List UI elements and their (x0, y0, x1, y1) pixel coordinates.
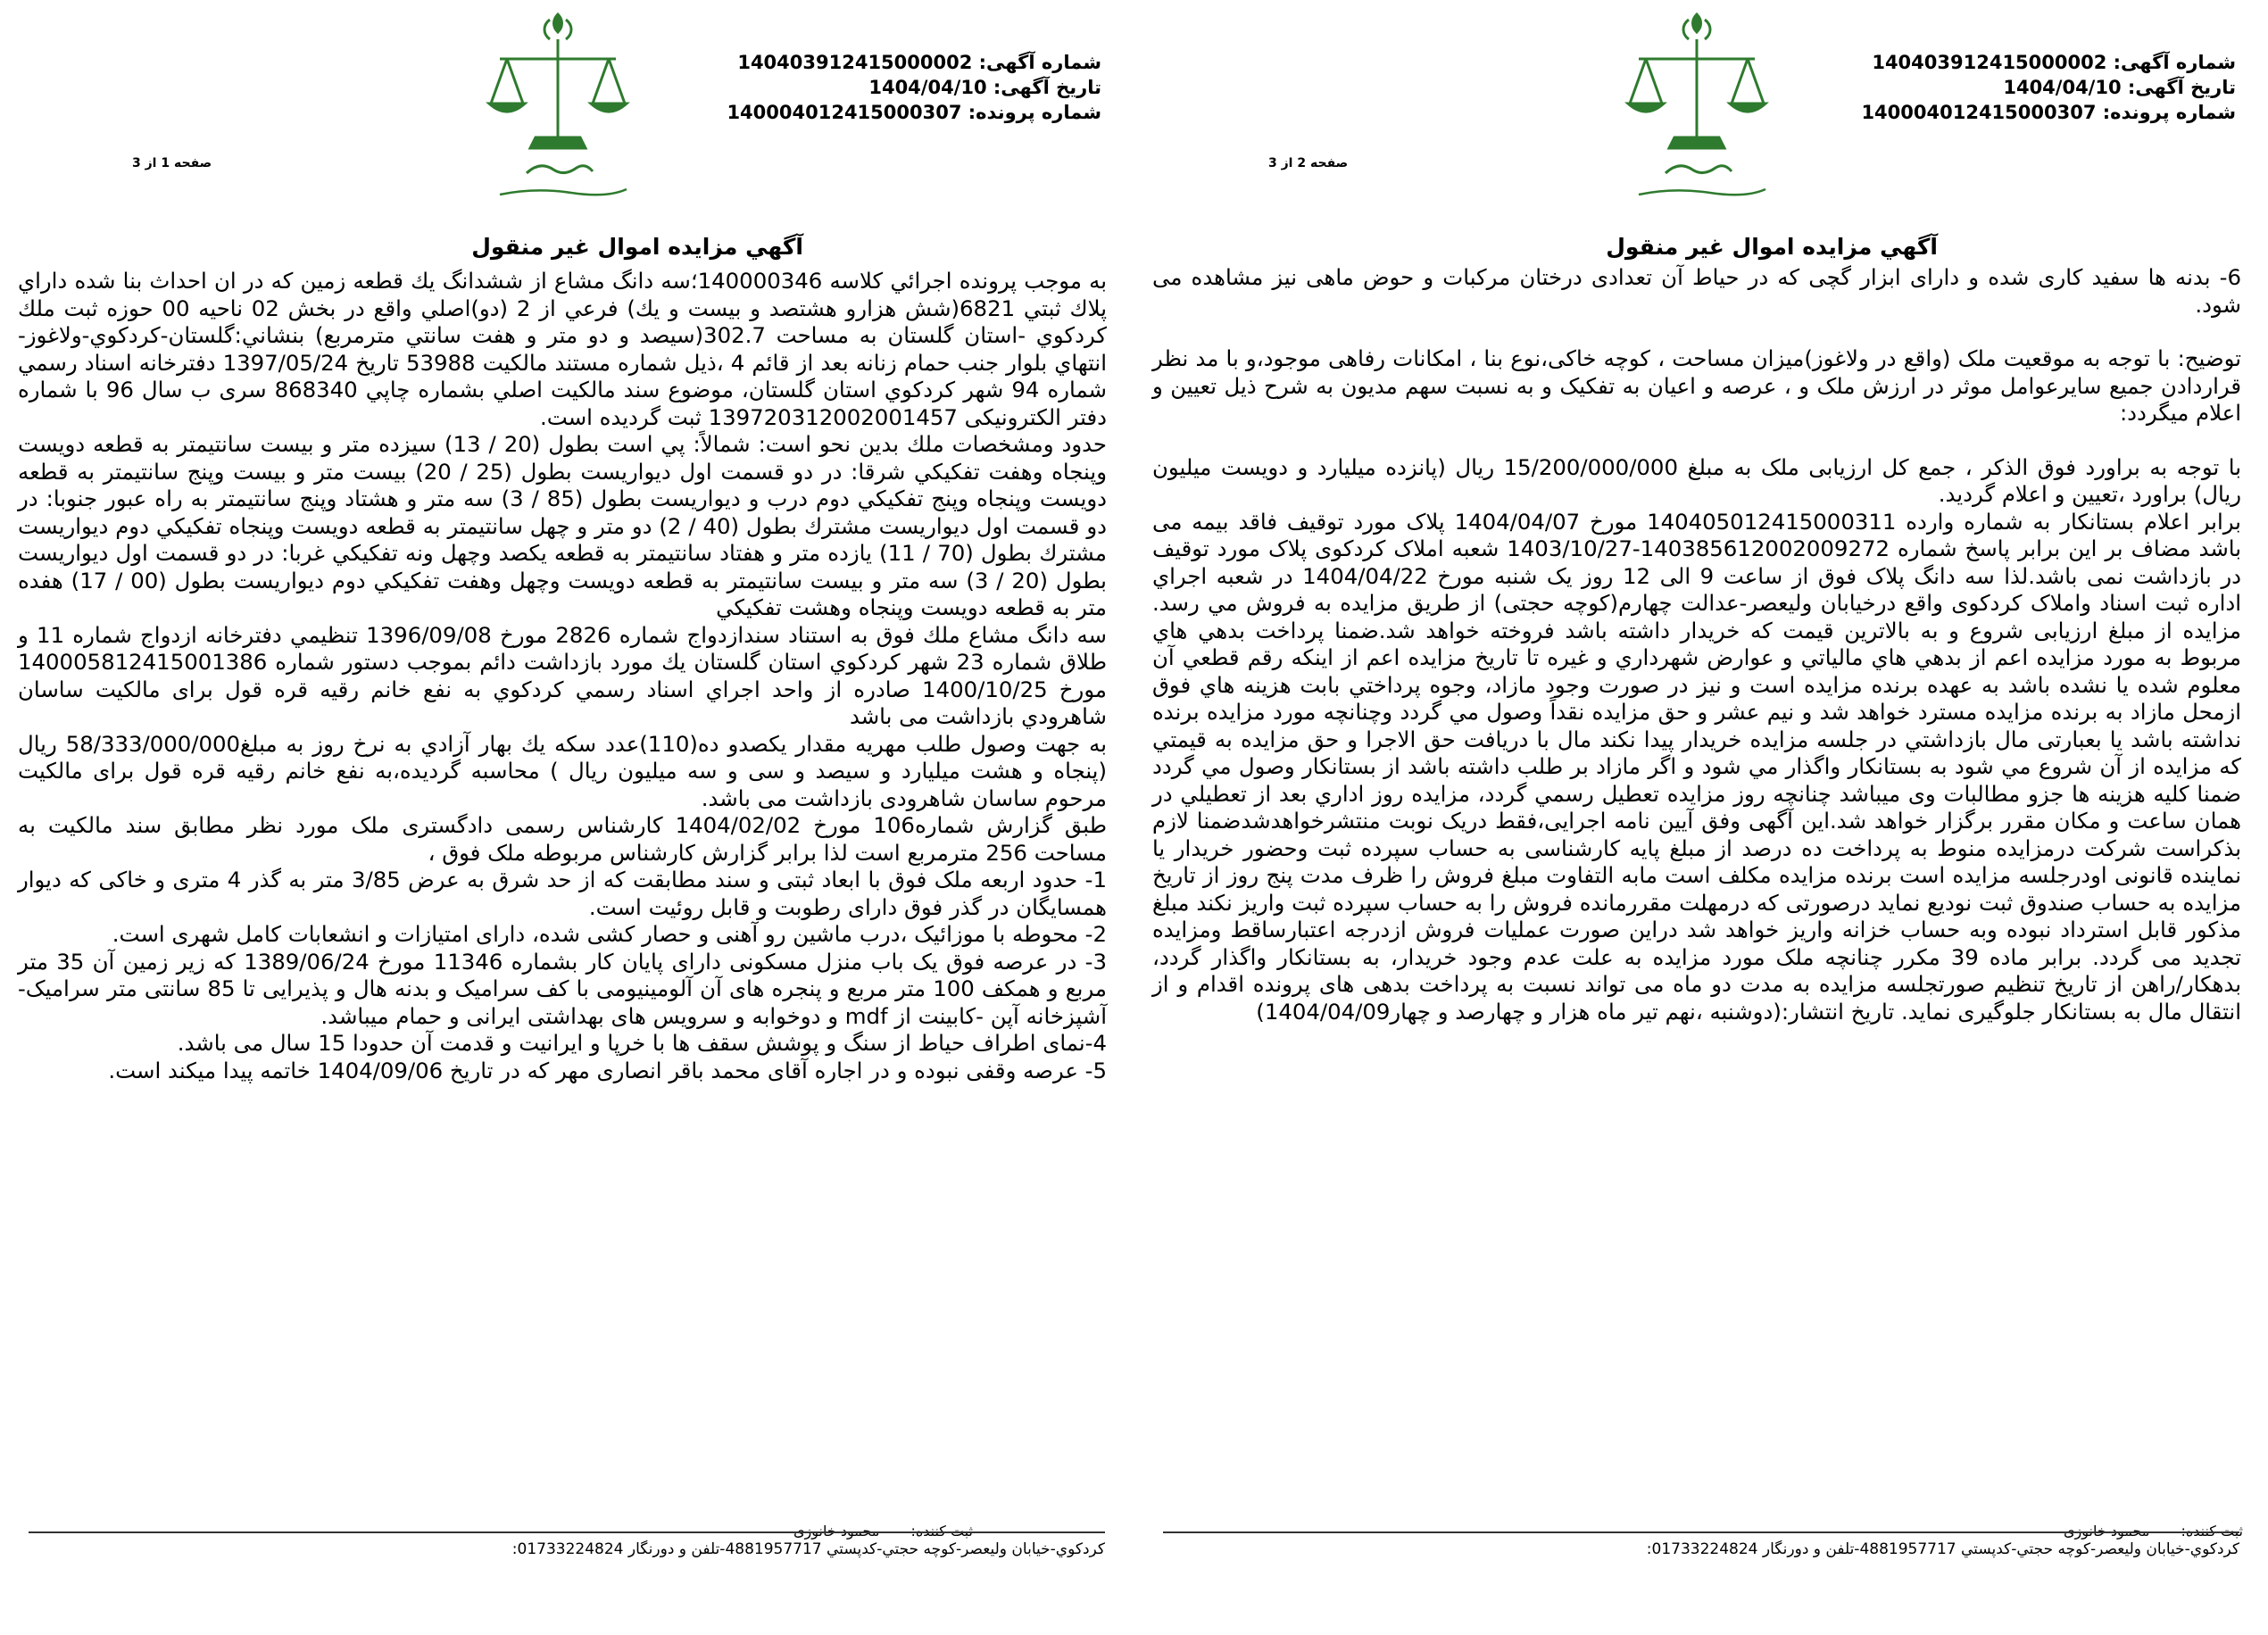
page-number: صفحه 2 از 3 (1268, 156, 1349, 170)
body-paragraph: 6- بدنه ها سفيد كاری شده و دارای ابزار گچی كه در حياط آن تعدادی درختان مركبات و حوض ماهی نيز مشاهده می شود. (1152, 264, 2241, 318)
body-paragraph: طبق گزارش شماره106 مورخ 1404/02/02 كارشناس رسمی دادگستری ملک مورد نظر مطابق سند مالكيت به مساحت 256 مترمربع است لذا برابر گزارش كارشناس مربوطه ملک فوق ، (18, 812, 1107, 866)
case-number: شماره پرونده: 140004012415000307 (1861, 102, 2236, 123)
judiciary-emblem-logo (464, 4, 652, 209)
notice-number: شماره آگهی: 140403912415000002 (737, 52, 1101, 73)
body-paragraph: به جهت وصول طلب مهريه مقدار يكصدو ده(110)عدد سكه يك بهار آزادي به نرخ روز به مبلغ58/333/000/000 ريال (پنجاه و هشت ميليارد و سيصد و سی و سه ميليون ريال ) محاسبه گرديده،به نفع خانم رقيه قره قول برای مالكيت مرحوم ساسان شاهرودی بازداشت می باشد. (18, 730, 1107, 811)
recorder-label: ثبت كننده: (910, 1523, 973, 1540)
body-paragraph: 2- محوطه با موزائيک ،درب ماشين رو آهنی و حصار كشی شده، دارای امتيازات و انشعابات كامل شهری است. (112, 921, 1107, 947)
footer-address: كردكوي-خيابان وليعصر-كوچه حجتي-كدپستي 4881957717-تلفن و دورنگار 01733224824: (1163, 1531, 2239, 1558)
recorder-name: محمود خانوزی (2064, 1523, 2150, 1540)
notice-meta (727, 50, 1101, 125)
notice-title: آگهي مزايده اموال غير منقول (471, 234, 803, 260)
body-paragraph: 3- در عرصه فوق يک باب منزل مسكونی دارای پايان كار بشماره 11346 مورخ 1389/06/24 كه زير زمين آن 35 متر مربع و همكف 100 متر مربع و پنجره های آن آلومينيومی با كف سراميک و بدنه هال و پذيرايی تا 85 سانتی متر سراميک-آشپزخانه آپن -كابينت از mdf و دوخوابه و سرويس های بهداشتی ايرانی و حمام ميباشد. (18, 948, 1107, 1029)
notice-meta (1861, 50, 2236, 125)
body-paragraph: سه دانگ مشاع ملك فوق به استناد سندازدواج شماره 2826 مورخ 1396/09/08 تنظيمي دفترخانه ازدواج شماره 11 و طلاق شماره 23 شهر كردكوي استان گلستان يك مورد بازداشت دائم بموجب دستور شماره 140005812415001386 مورخ 1400/10/25 صادره از واحد اجراي اسناد رسمي كردكوي به نفع خانم رقيه قره قول برای مالكيت ساسان شاهرودي بازداشت می باشد (18, 621, 1107, 729)
paragraph-gap (1152, 319, 2241, 345)
body-paragraph: 5- عرصه وقفی نبوده و در اجاره آقای محمد باقر انصاری مهر كه در تاريخ 1404/09/06 خاتمه پيدا ميكند است. (108, 1057, 1107, 1083)
footer-address: كردكوي-خيابان وليعصر-كوچه حجتي-كدپستي 4881957717-تلفن و دورنگار 01733224824: (29, 1531, 1105, 1558)
notice-date: تاریخ آگهی: 1404/04/10 (868, 77, 1101, 98)
notice-title: آگهي مزايده اموال غير منقول (1606, 234, 1938, 260)
notice-page-2 (1134, 0, 2268, 1635)
body-paragraph: 4-نمای اطراف حياط از سنگ و پوشش سقف ها با خرپا و ايرانيت و قدمت آن حدودا 15 سال می باشد. (177, 1030, 1107, 1056)
notice-body (1152, 264, 2241, 1025)
body-paragraph: توضيح: با توجه به موقعيت ملک (واقع در ولاغوز)ميزان مساحت ، كوچه خاكی،نوع بنا ، امكانات رفاهی موجود،و با مد نظر قراردادن جميع سايرعوامل موثر در ارزش ملک و ، عرصه و اعيان به تفكيک و به نسبت سهم مديون به شرح ذيل تعيين و اعلام ميگردد: (1152, 345, 2241, 426)
notice-number: شماره آگهی: 140403912415000002 (1872, 52, 2236, 73)
body-paragraph: به موجب پرونده اجرائي كلاسه 140000346؛سه دانگ مشاع از ششدانگ يك قطعه زمين كه در ان احداث بنا شده داراي پلاك ثبتي 6821(شش هزارو هشتصد و بيست و يك) فرعي از 2 (دو)اصلي واقع در بخش 02 ناحيه 00 حوزه ثبت ملك كردكوي -استان گلستان به مساحت 302.7(سيصد و دو متر و هفت سانتي مترمربع) بنشاني:گلستان-كردكوي-ولاغوز-انتهاي بلوار جنب حمام زنانه بعد از قائم 4 ،ذيل شماره مستند مالكيت 53988 تاريخ 1397/05/24 دفترخانه اسناد رسمي شماره 94 شهر كردكوي استان گلستان، موضوع سند مالكيت اصلي بشماره چاپي 868340 سری ب سال 96 با شماره دفتر الكترونيكی 139720312002001457 ثبت گرديده است. (18, 268, 1108, 430)
body-paragraph: برابر اعلام بستانكار به شماره وارده 140405012415000311 مورخ 1404/04/07 پلاک مورد توقيف فاقد بيمه می باشد مضاف بر اين برابر پاسخ شماره 14038561200200927​2-1403/10/27 شعبه املاک كردكوی پلاک مورد توقيف در بازداشت نمی باشد.لذا سه دانگ پلاک فوق از ساعت 9 الی 12 روز يک شنبه مورخ 1404/04/22 در شعبه اجراي اداره ثبت اسناد واملاک كردكوی واقع درخيابان وليعصر-عدالت چهارم(كوچه حجتی) از طريق مزايده به فروش مي رسد. مزايده از مبلغ ارزيابی شروع و به بالاترين قيمت كه خريدار داشته باشد فروخته خواهد شد.ضمنا پرداخت بدهي هاي مربوط به مورد مزايده اعم از بدهي هاي مالياتي و عوارض شهرداري و غيره تا تاريخ مزايده اعم از اينكه رقم قطعي آن معلوم شده يا نشده باشد به عهده برنده مزايده است و نيز در صورت وجود مازاد، وجوه پرداختي بابت هزينه هاي فوق ازمحل مازاد به برنده مزايده مسترد خواهد شد و نيم عشر و حق مزايده نقداً وصول مي گردد وچنانچه مورد مزايده برنده نداشته باشد يا بعبارتی مال بازداشتي در جلسه مزايده خريدار پيدا نكند مال با دريافت حق الاجرا و حق مزايده به قيمتي كه مزايده از آن شروع مي شود به بستانكار واگذار مي شود و اگر مازاد بر طلب داشته باشد از بستانكار وصول مي گردد ضمنا كليه هزينه ها جزو مطالبات وی ميباشد چنانچه روز مزايده تعطيل رسمي گردد، مزايده روز اداري بعد از تعطيلي در همان ساعت و مكان مقرر برگزار خواهد شد.اين آگهی وفق آيين نامه اجرايی،فقط دريک نوبت منتشرخواهدشدضمنا لازم بذكراست شركت درمزايده منوط به پرداخت ده درصد از مبلغ پايه كارشناسی به حساب سپرده ثبت وحضور خريدار يا نماينده قانونی اودرجلسه مزايده است برنده مزايده مكلف است مابه التفاوت مبلغ فروش را ظرف مدت پنج روز از تاريخ مزايده به حساب صندوق ثبت نوديع نمايد درصورتی كه درمهلت مقررمانده فروش را به حساب سپرده ثبت واريز نكند مبلغ مذكور قابل استرداد نبوده وبه حساب خزانه واريز خواهد شد دراين صورت عمليات فروش ازدرجه اعتبارساقط ومزايده تجديد می گردد. برابر ماده 39 مكرر چنانچه ملک مورد مزايده به علت عدم وجود خريدار، به بستانكار واگذار گردد، بدهكار/راهن از تاريخ تنظيم صورتجلسه مزايده به مدت دو ماه می تواند نسبت به پرداخت بدهی های پرونده اقدام و از انتقال مال به بستانكار جلوگيری نمايد. تاريخ انتشار:(دوشنبه ،نهم تير ماه هزار و چهارصد و چهار1404/04/09) (1152, 508, 2242, 1025)
body-paragraph: حدود ومشخصات ملك بدين نحو است: شمالاً: پي است بطول (20 / 13) سيزده متر و بيست سانتيمتر به قطعه دويست وپنجاه وهفت تفكيكي شرقا: در دو قسمت اول ديواريست بطول (25 / 20) بيست متر و بيست وپنج سانتيمتر به قطعه دويست وپنجاه وپنج تفكيكي دوم درب و ديواريست بطول (85 / 3) سه متر و هشتاد وپنج سانتيمتر به راه عبور جنوبا: در دو قسمت اول ديواريست مشترك بطول (40 / 2) دو متر و چهل سانتيمتر به قطعه دويست وپنجاه تفكيكي دوم ديواريست مشترك بطول (70 / 11) يازده متر و هفتاد سانتيمتر به قطعه يكصد وچهل ونه تفكيكي غربا: در دو قسمت اول ديواريست بطول (20 / 3) سه متر و بيست سانتيمتر به قطعه دويست وچهل وهفت تفكيكي دوم ديواريست بطول (00 / 17) هفده متر به قطعه دويست وپنجاه وهشت تفكيكي (18, 431, 1107, 620)
judiciary-emblem-logo (1603, 4, 1790, 209)
page-number: صفحه 1 از 3 (132, 156, 212, 170)
notice-body (18, 268, 1107, 1084)
body-paragraph: 1- حدود اربعه ملک فوق با ابعاد ثبتی و سند مطابقت كه از حد شرق به عرض 3/85 متر به گذر 4 متری و خاكی كه ديوار همسايگان در گذر فوق دارای رطوبت و قابل روئيت است. (18, 867, 1107, 920)
emblem-caption-art (500, 166, 627, 195)
recorder-label: ثبت كننده: (2181, 1523, 2243, 1540)
case-number: شماره پرونده: 140004012415000307 (727, 102, 1101, 123)
paragraph-gap (1152, 427, 2241, 454)
emblem-caption-art (1639, 166, 1765, 195)
notice-date: تاریخ آگهی: 1404/04/10 (2003, 77, 2236, 98)
body-paragraph: با توجه به براورد فوق الذكر ، جمع كل ارزيابی ملک به مبلغ 15/200/000/000 ريال (پانزده ميليارد و دويست ميليون ريال) براورد ،تعيين و اعلام گرديد. (1152, 453, 2241, 507)
recorder-name: محمود خانوزی (793, 1523, 880, 1540)
